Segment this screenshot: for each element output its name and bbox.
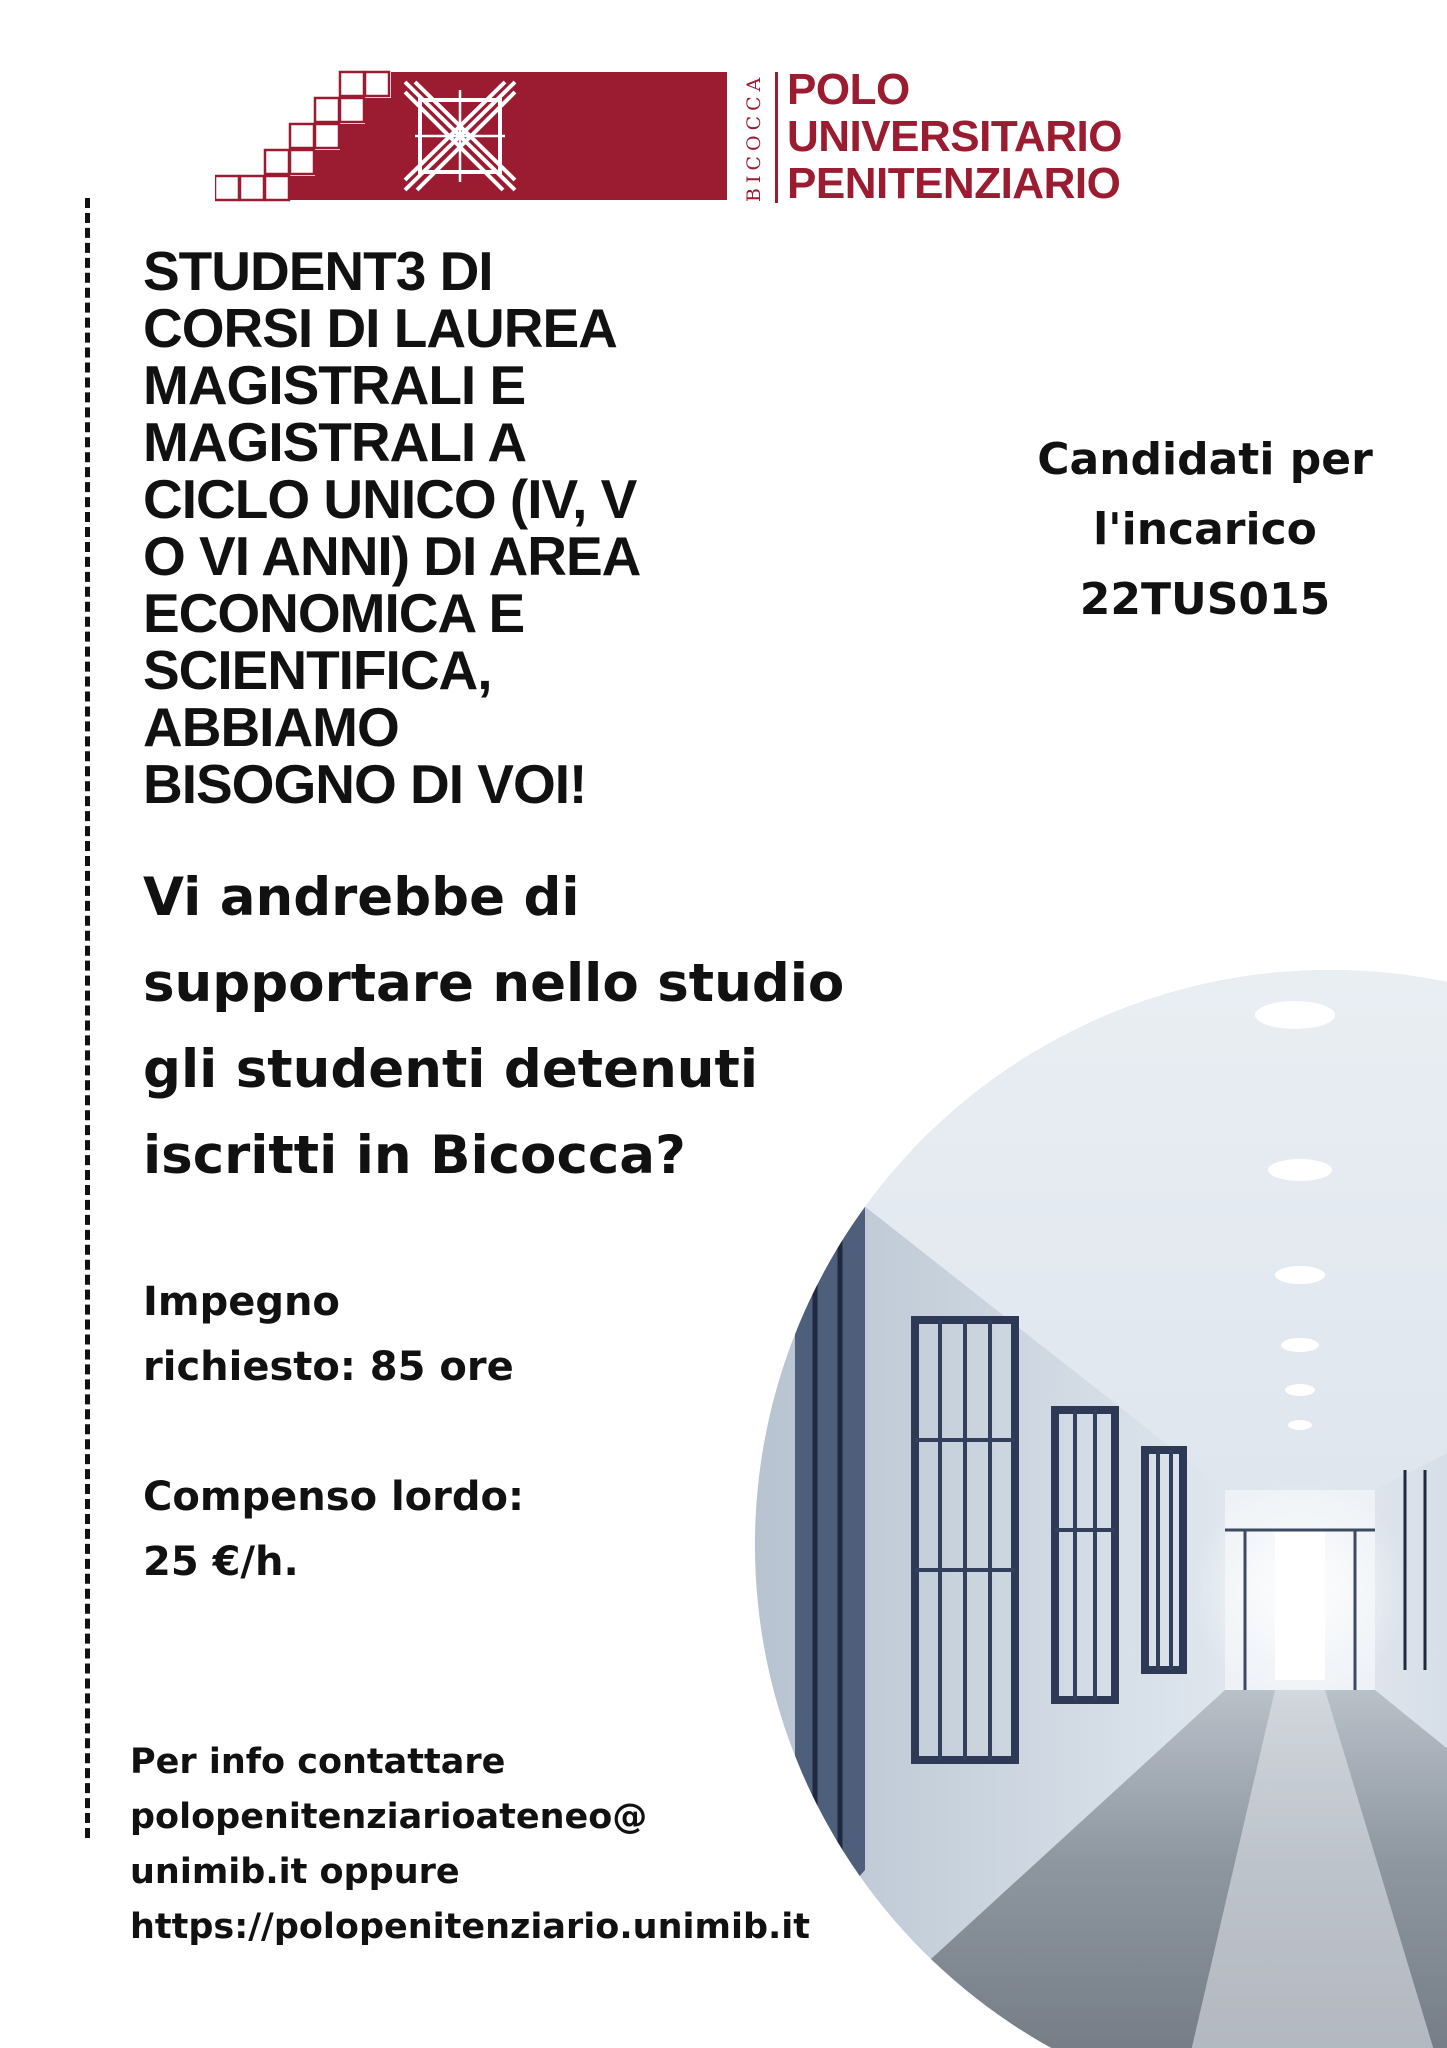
logo-line: UNIVERSITARIO [787,112,1122,161]
compenso-info [143,1465,743,1595]
headline-line: MAGISTRALI E [143,354,526,416]
headline-line: SCIENTIFICA, [143,639,492,701]
headline-line: CORSI DI LAUREA [143,297,617,359]
question-line: supportare nello studio [143,953,845,1014]
contact-intro: Per info contattare [130,1742,506,1782]
logo-bicocca-text: BICOCCA [743,72,765,203]
dashed-divider [85,198,90,1838]
logo-divider [775,72,778,203]
polo-logo [215,65,1122,208]
headline-line: MAGISTRALI A [143,411,527,473]
impegno-info [143,1270,743,1400]
headline-line: O VI ANNI) DI AREA [143,525,641,587]
contact-email[interactable]: polopenitenziarioateneo@ [130,1797,648,1837]
incarico-line: Candidati per [1037,434,1373,485]
logo-mark-icon [215,70,745,205]
compenso-line: Compenso lordo: [143,1474,524,1520]
headline-line: CICLO UNICO (IV, V [143,468,637,530]
logo-line: POLO [787,65,910,114]
compenso-line: 25 €/h. [143,1539,299,1585]
question-line: iscritti in Bicocca? [143,1125,686,1186]
headline-line: BISOGNO DI VOI! [143,753,587,815]
question-line: Vi andrebbe di [143,867,580,928]
incarico-info [990,425,1420,635]
impegno-line: Impegno [143,1279,340,1325]
headline-line: ECONOMICA E [143,582,525,644]
headline-line: STUDENT3 DI [143,240,493,302]
details [143,1270,743,1660]
contact-email-cont[interactable]: unimib.it oppure [130,1852,460,1892]
incarico-code: 22TUS015 [1079,574,1331,625]
question-line: gli studenti detenuti [143,1039,759,1100]
headline-line: ABBIAMO [143,696,399,758]
impegno-line: richiesto: 85 ore [143,1344,514,1390]
question [143,855,903,1199]
logo-line: PENITENZIARIO [787,159,1121,208]
logo-title [787,66,1122,207]
headline [143,240,863,815]
incarico-line: l'incarico [1093,504,1317,555]
contact-website-link[interactable]: https://polopenitenziario.unimib.it [130,1907,811,1947]
contact-info [130,1735,930,1955]
